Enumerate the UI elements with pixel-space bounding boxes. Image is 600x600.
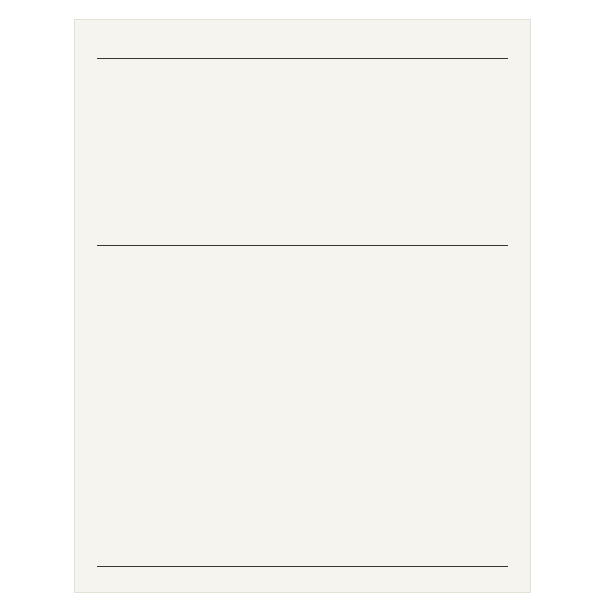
page-footer [97, 572, 508, 582]
small-ads-section [97, 58, 508, 246]
display-ads-section [97, 248, 508, 567]
newspaper-page [75, 20, 530, 592]
page-header [97, 42, 508, 54]
